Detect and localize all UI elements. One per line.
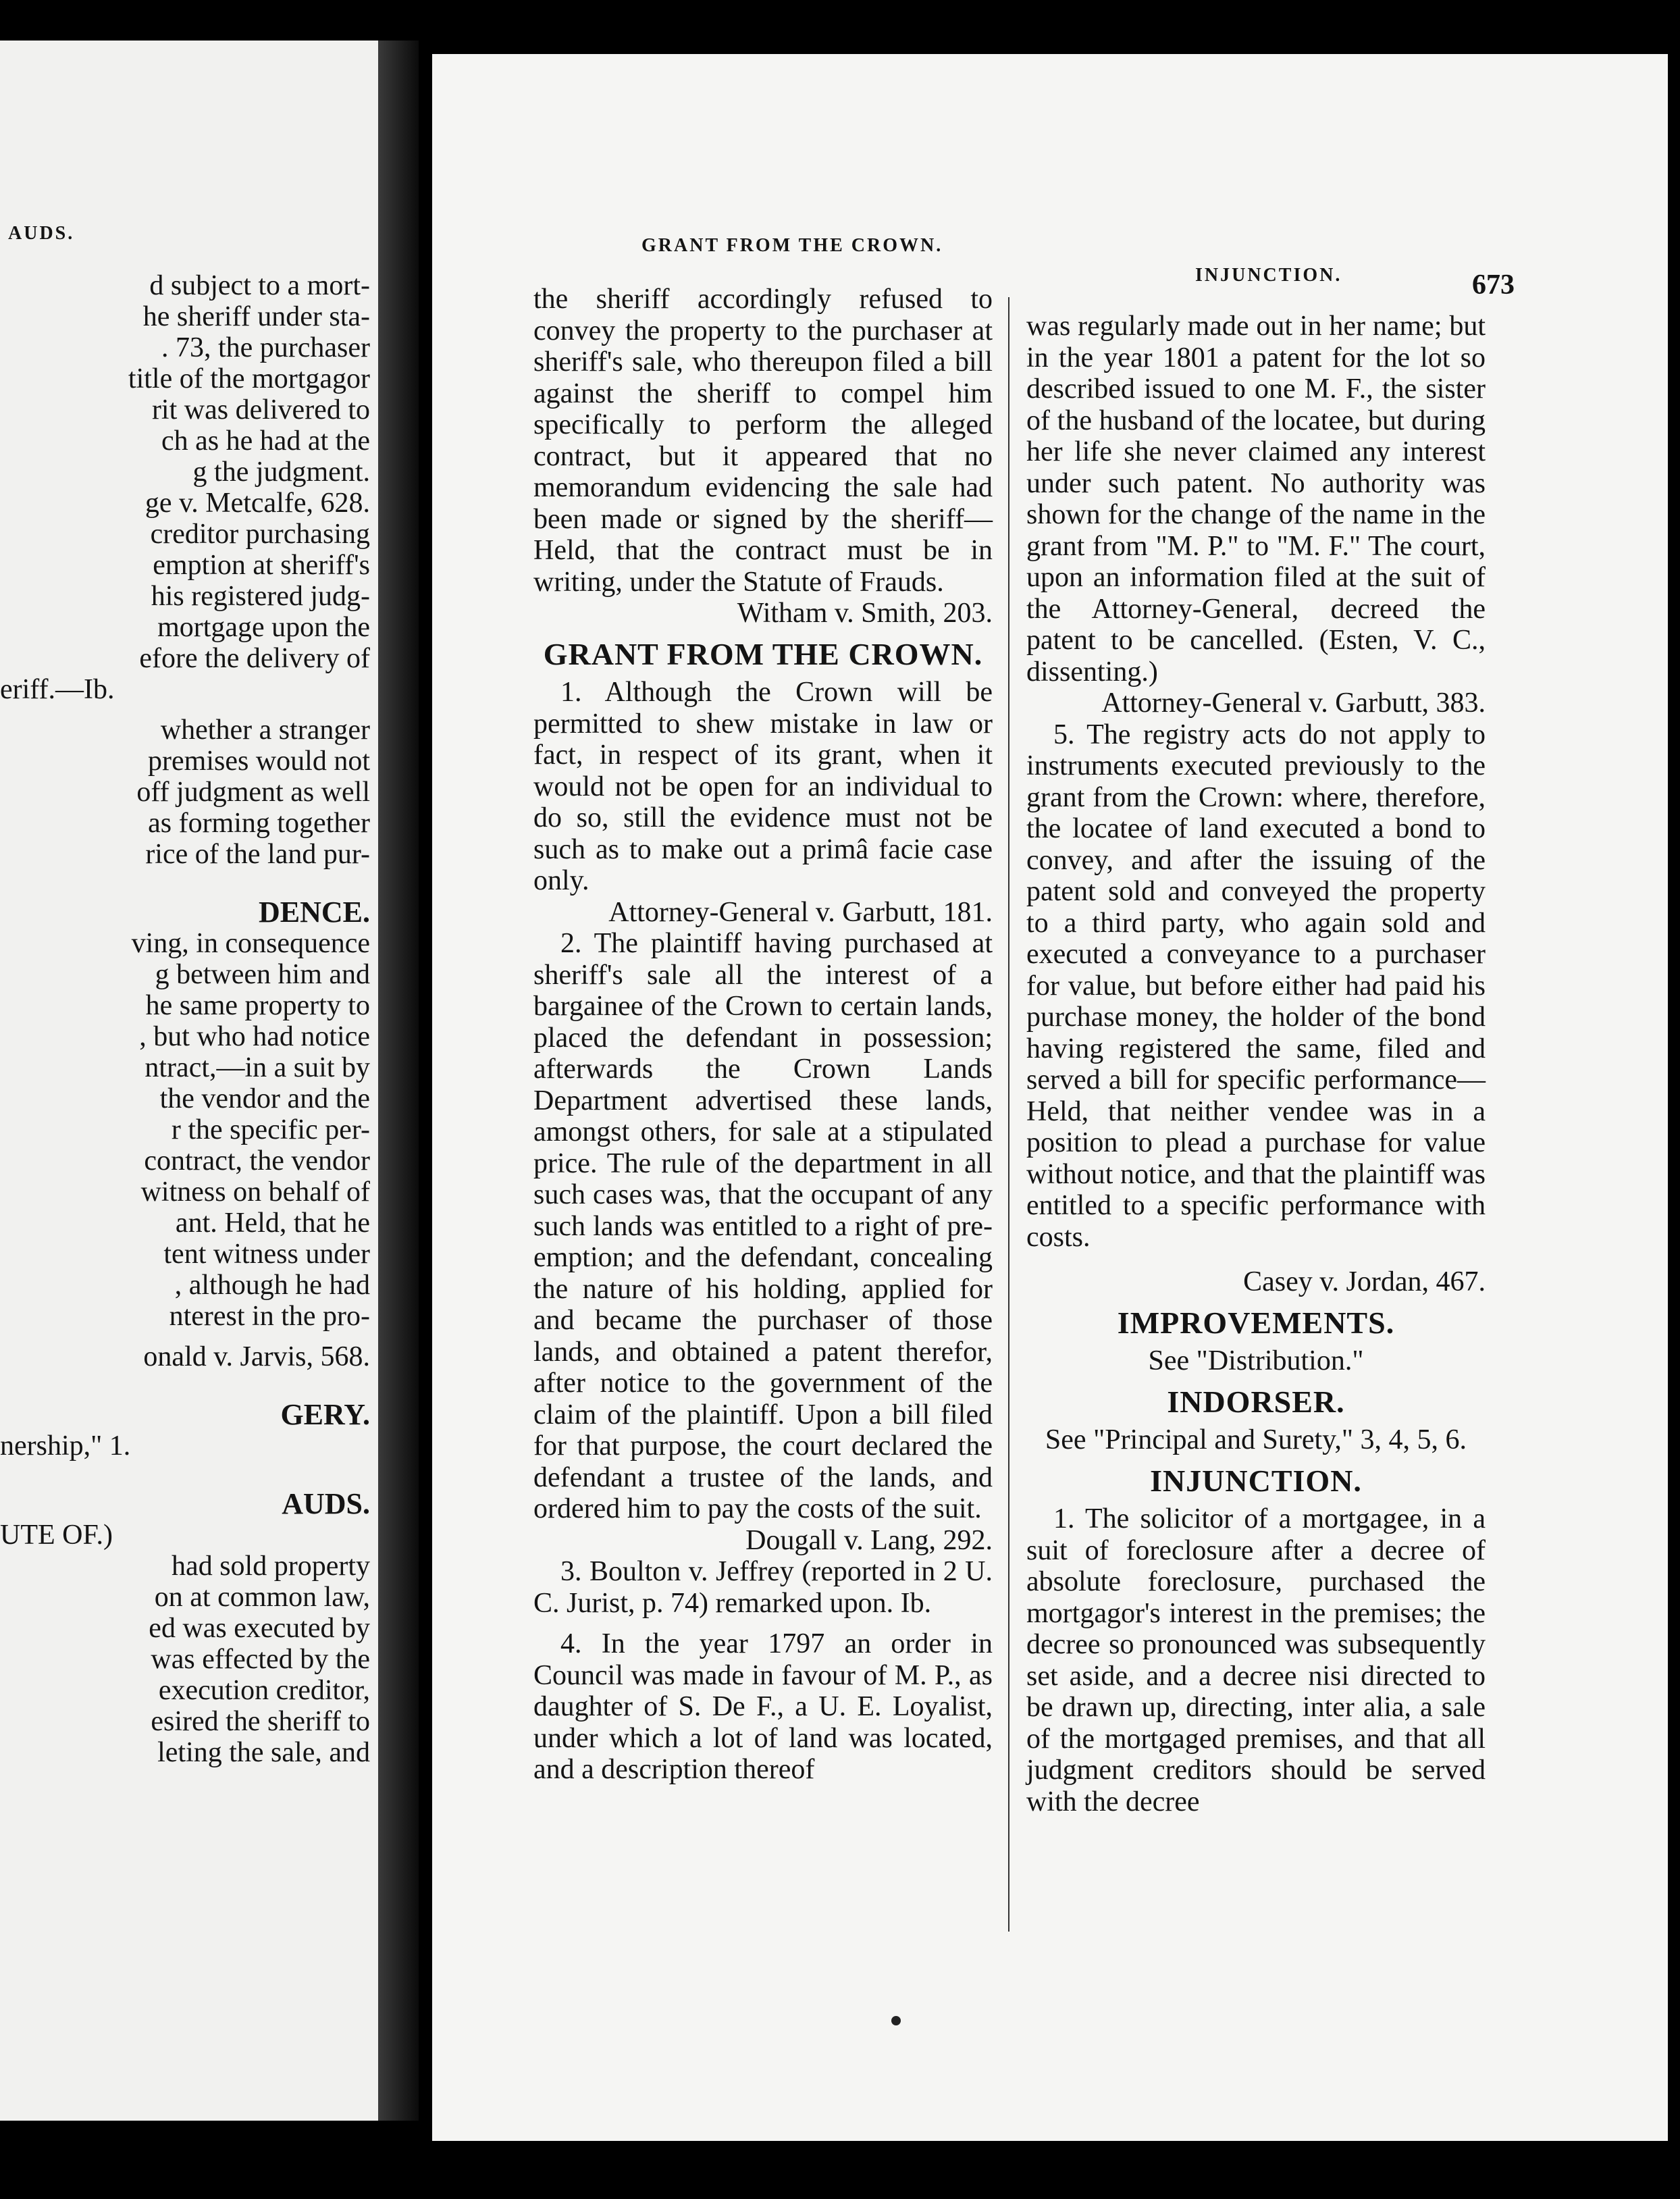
left-page-line: GERY. bbox=[280, 1399, 370, 1430]
paragraph: the sheriff accordingly refused to convey the property to the purchaser at sheriff's sale, who thereupon filed a bill against the sheriff to compel him specifically to perform the alleged contract, but it appeared that no memorandum evidencing the sale had been made or signed by the sheriff—Held, that the contract must be in writing, under the Statute of Frauds. bbox=[533, 284, 993, 598]
left-page-line: rit was delivered to bbox=[151, 394, 370, 425]
paragraph: 1. Although the Crown will be permitted to shew mistake in law or fact, in respect of its grant, when it would not be open for an individual to do so, still the evidence must not be such as to make out a primâ facie case only. bbox=[533, 677, 993, 896]
left-page-line: rice of the land pur- bbox=[145, 839, 370, 870]
running-head-left: GRANT FROM THE CROWN. bbox=[641, 235, 943, 256]
left-page-line: ving, in consequence bbox=[131, 928, 370, 959]
page-gutter-shadow bbox=[378, 41, 419, 2121]
left-page-line: contract, the vendor bbox=[144, 1145, 370, 1176]
left-page-line: , although he had bbox=[174, 1270, 370, 1301]
left-page-line: had sold property bbox=[172, 1551, 370, 1582]
paragraph: 4. In the year 1797 an order in Council was made in favour of M. P., as daughter of S. De F., a U. E. Loyalist, under which a lot of land was located, and a description thereof bbox=[533, 1628, 993, 1785]
running-head-right: INJUNCTION. bbox=[1195, 265, 1342, 286]
left-page-line: the vendor and the bbox=[159, 1083, 370, 1114]
left-page-line: ge v. Metcalfe, 628. bbox=[145, 488, 370, 519]
case-citation: Casey v. Jordan, 467. bbox=[1243, 1266, 1486, 1297]
paragraph: was regularly made out in her name; but in the year 1801 a patent for the lot so described issued to one M. F., the sister of the husband of the locatee, but during her life she never claimed any interest under such patent. No authority was shown for the change of the name in the grant from "M. P." to "M. F." The court, upon an information filed at the suit of the Attorney-General, decreed the patent to be cancelled. (Esten, V. C., dissenting.) bbox=[1026, 311, 1486, 688]
case-citation: Dougall v. Lang, 292. bbox=[745, 1524, 993, 1556]
left-page-line: onald v. Jarvis, 568. bbox=[143, 1341, 370, 1372]
printer-mark bbox=[891, 2016, 901, 2025]
left-page-line: , but who had notice bbox=[139, 1021, 370, 1052]
section-heading-grant-from-the-crown: GRANT FROM THE CROWN. bbox=[543, 636, 983, 671]
left-page-line: mortgage upon the bbox=[157, 612, 370, 643]
left-page-line: his registered judg- bbox=[151, 581, 370, 612]
left-page-line: title of the mortgagor bbox=[128, 363, 370, 394]
left-page-line: eriff.—Ib. bbox=[0, 674, 115, 705]
left-page-line: ntract,—in a suit by bbox=[145, 1052, 370, 1083]
left-page-line: DENCE. bbox=[258, 897, 370, 928]
case-citation: Attorney-General v. Garbutt, 181. bbox=[608, 896, 993, 928]
left-page-line: ch as he had at the bbox=[161, 425, 370, 457]
left-page-line: he same property to bbox=[145, 990, 370, 1021]
left-page-line: emption at sheriff's bbox=[153, 550, 370, 581]
left-page-line: ant. Held, that he bbox=[175, 1208, 370, 1239]
left-page-line: on at common law, bbox=[154, 1582, 370, 1613]
column-2 bbox=[1026, 311, 1486, 1817]
paragraph: 3. Boulton v. Jeffrey (reported in 2 U. C. Jurist, p. 74) remarked upon. Ib. bbox=[533, 1556, 993, 1619]
left-page-line: creditor purchasing bbox=[150, 519, 370, 550]
section-heading-injunction: INJUNCTION. bbox=[1150, 1463, 1362, 1498]
left-page-line: AUDS. bbox=[282, 1489, 370, 1520]
paragraph: 2. The plaintiff having purchased at sheriff's sale all the interest of a bargainee of the Crown to certain lands, placed the defendant in possession; afterwards the Crown Lands Department advertised these lands, amongst others, for sale at a stipulated price. The rule of the department in all such cases was, that the occupant of any such lands was entitled to a right of pre-emption; and the defendant, concealing the nature of his holding, applied for and became the purchaser of those lands, and obtained a patent therefor, after notice to the government of the claim of the plaintiff. Upon a bill filed for that purpose, the court declared the defendant a trustee of the lands, and ordered him to pay the costs of the suit. bbox=[533, 928, 993, 1524]
left-page bbox=[0, 41, 378, 2121]
left-page-line: was effected by the bbox=[151, 1644, 370, 1675]
left-page-line: off judgment as well bbox=[136, 777, 370, 808]
section-heading-indorser: INDORSER. bbox=[1167, 1384, 1345, 1419]
cross-reference: See "Distribution." bbox=[1148, 1345, 1364, 1376]
left-page-line: g between him and bbox=[155, 959, 370, 990]
case-citation: Witham v. Smith, 203. bbox=[737, 598, 993, 629]
cross-reference: See "Principal and Surety," 3, 4, 5, 6. bbox=[1045, 1424, 1467, 1455]
left-running-head: AUDS. bbox=[8, 223, 75, 244]
page-number: 673 bbox=[1472, 269, 1515, 301]
left-page-line: witness on behalf of bbox=[140, 1176, 370, 1208]
section-heading-improvements: IMPROVEMENTS. bbox=[1117, 1305, 1395, 1340]
left-page-line: premises would not bbox=[148, 746, 370, 777]
left-page-line: g the judgment. bbox=[192, 457, 370, 488]
left-page-line: leting the sale, and bbox=[157, 1737, 370, 1768]
paragraph: 1. The solicitor of a mortgagee, in a suit of foreclosure after a decree of absolute foreclosure, purchased the mortgagor's interest in the premises; the decree so pronounced was subsequently set aside, and a decree nisi directed to be drawn up, directing, inter alia, a sale of the mortgaged premises, and that all judgment creditors should be served with the decree bbox=[1026, 1503, 1486, 1817]
left-page-line: esired the sheriff to bbox=[151, 1706, 370, 1737]
left-page-line: nterest in the pro- bbox=[169, 1301, 370, 1332]
left-page-line: he sheriff under sta- bbox=[142, 301, 370, 332]
left-page-line: whether a stranger bbox=[160, 715, 370, 746]
left-page-line: nership," 1. bbox=[0, 1430, 131, 1461]
left-page-line: tent witness under bbox=[163, 1239, 370, 1270]
left-page-line: UTE OF.) bbox=[0, 1520, 113, 1551]
case-citation: Attorney-General v. Garbutt, 383. bbox=[1101, 688, 1486, 719]
left-page-line: . 73, the purchaser bbox=[161, 332, 370, 363]
left-page-line: d subject to a mort- bbox=[149, 270, 370, 301]
left-page-line: efore the delivery of bbox=[139, 643, 370, 674]
left-page-line: ed was executed by bbox=[149, 1613, 370, 1644]
right-page bbox=[432, 54, 1668, 2141]
paragraph: 5. The registry acts do not apply to instruments executed previously to the grant from the Crown: where, therefore, the locatee of land executed a bond to convey, and after the issuing of the patent sold and conveyed the property to a third party, who again sold and executed a conveyance to a purchaser for value, but before either had paid his purchase money, the holder of the bond having registered the same, filed and served a bill for specific performance—Held, that neither vendee was in a position to plead a purchase for value without notice, and that the plaintiff was entitled to a specific performance with costs. bbox=[1026, 719, 1486, 1253]
column-1 bbox=[533, 284, 993, 1786]
left-page-line: execution creditor, bbox=[158, 1675, 370, 1706]
column-divider bbox=[1008, 297, 1009, 1932]
left-page-line: as forming together bbox=[148, 808, 370, 839]
left-page-line: r the specific per- bbox=[171, 1114, 370, 1145]
